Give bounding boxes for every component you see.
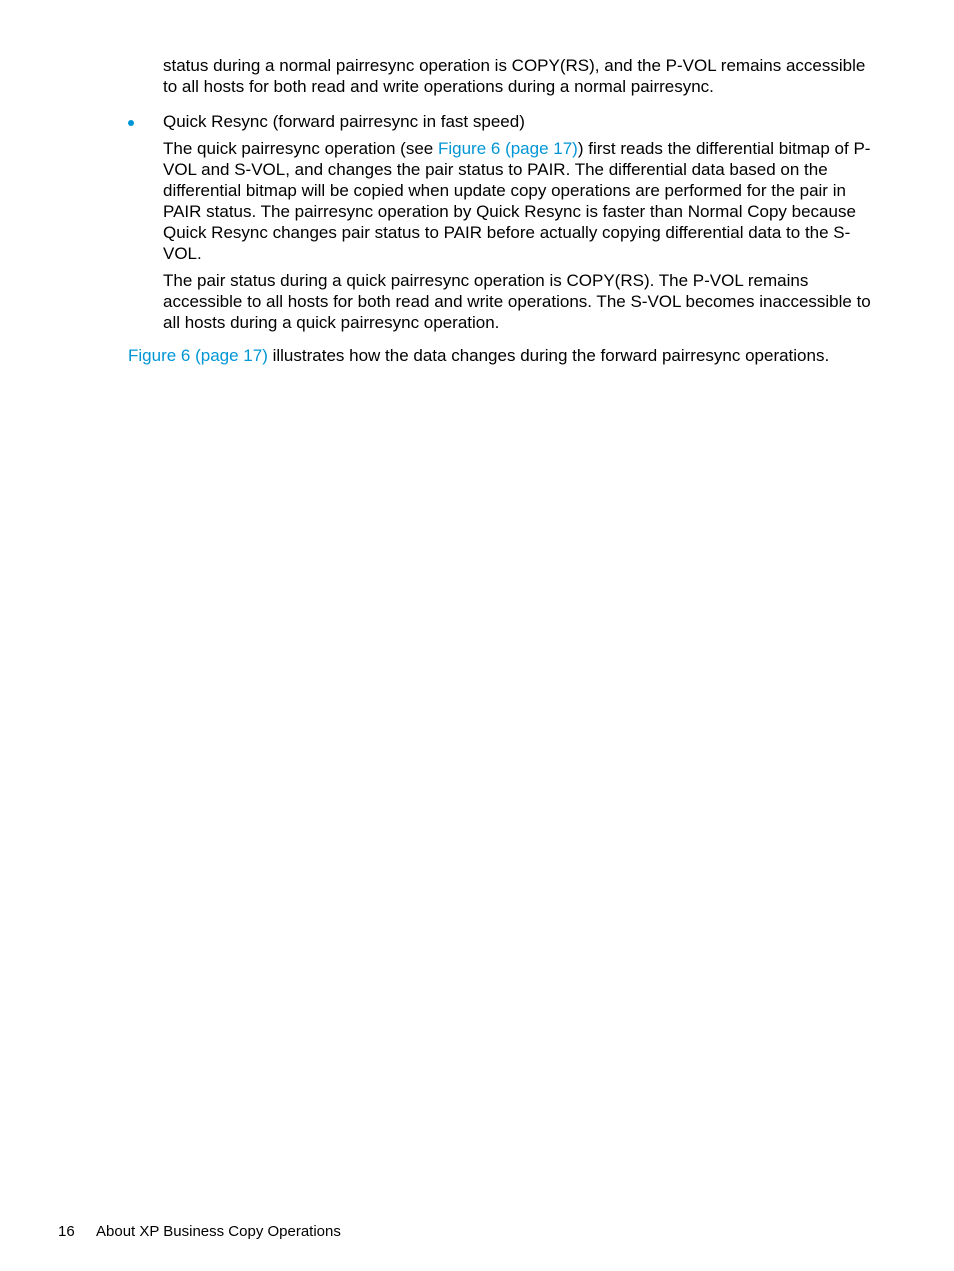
paragraph-normal-pairresync-status: status during a normal pairresync operation is COPY(RS), and the P-VOL remains accessible to all hosts for both read and write operations during a normal pairresync. xyxy=(163,56,866,96)
page-number: 16 xyxy=(58,1223,75,1240)
figure-6-link[interactable]: Figure 6 (page 17) xyxy=(437,139,578,158)
bullet-label: Quick Resync (forward pairresync in fast speed) xyxy=(163,112,525,131)
page-footer xyxy=(58,1222,341,1241)
text-segment: The quick pairresync operation (see xyxy=(163,139,438,158)
paragraph-quick-pairresync-status: The pair status during a quick pairresync operation is COPY(RS). The P-VOL remains accessible to all hosts for both read and write operations. The S-VOL becomes inaccessible to all hosts during a quick pairresync operation. xyxy=(163,271,871,332)
figure-6-link[interactable]: Figure 6 (page 17) xyxy=(128,346,268,365)
paragraph-quick-pairresync-description xyxy=(163,138,873,264)
footer-section-title: About XP Business Copy Operations xyxy=(96,1223,341,1240)
text-segment: illustrates how the data changes during the forward pairresync operations. xyxy=(267,346,830,365)
paragraph-figure-reference xyxy=(128,345,888,366)
bullet-icon xyxy=(128,120,134,126)
text-segment: ) first reads the differential bitmap of P-VOL and S-VOL, and changes the pair status to PAIR. The differential data based on the differential bitmap will be copied when update copy operations are performed for the pair in PAIR status. The pairresync operation by Quick Resync is faster than Normal Copy because Quick Resync changes pair status to PAIR before actually copying differential data to the S-VOL. xyxy=(163,139,871,263)
